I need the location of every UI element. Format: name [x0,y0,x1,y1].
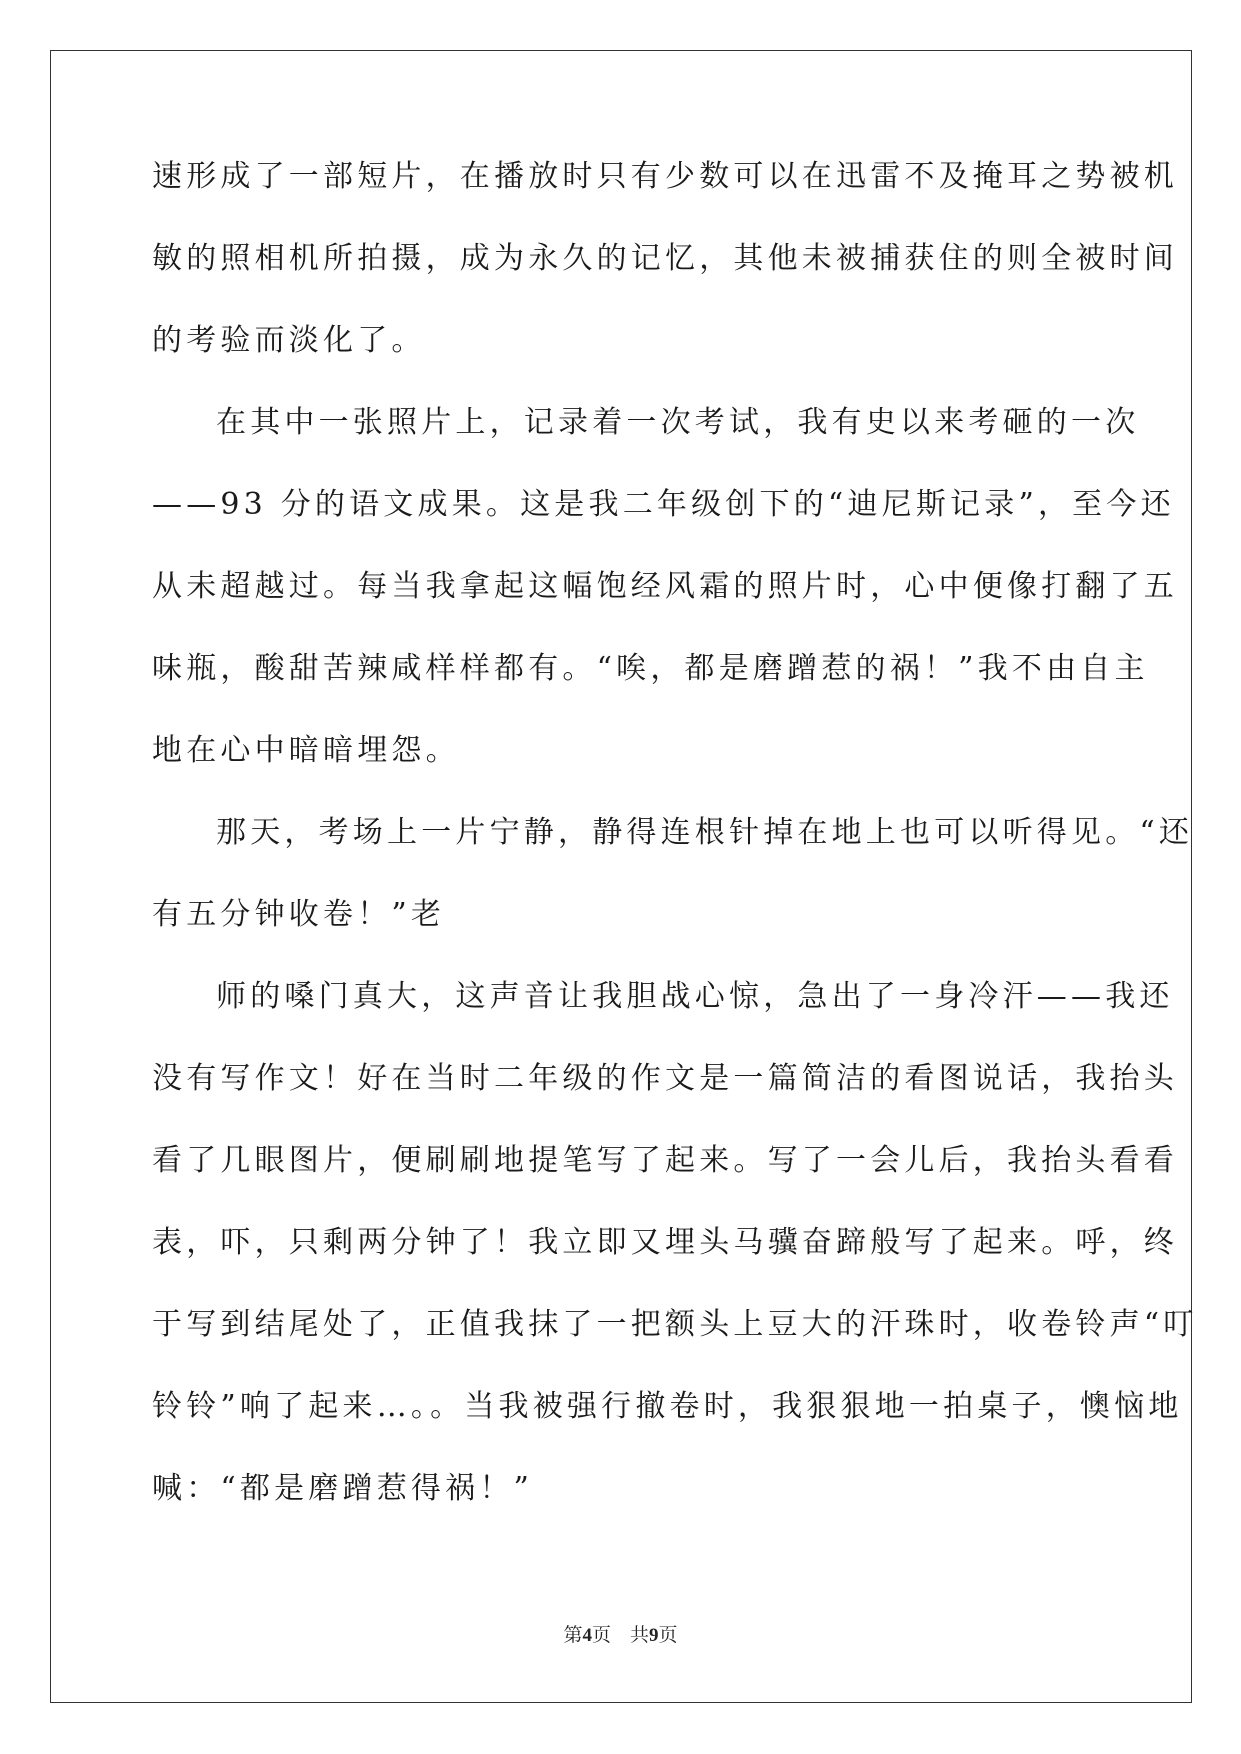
text-line: 喊：“都是磨蹭惹得祸！” [152,1471,534,1506]
text-line: 速形成了一部短片，在播放时只有少数可以在迅雷不及掩耳之势被机 [152,159,1178,194]
text-line: 没有写作文！好在当时二年级的作文是一篇简洁的看图说话，我抬头 [152,1061,1178,1096]
text-line: 那天，考场上一片宁静，静得连根针掉在地上也可以听得见。“还 [216,815,1194,850]
text-line: 地在心中暗暗埋怨。 [152,733,460,768]
text-line: 敏的照相机所拍摄，成为永久的记忆，其他未被捕获住的则全被时间 [152,241,1178,276]
text-line: ——93 分的语文成果。这是我二年级创下的“迪尼斯记录”，至今还 [152,487,1175,522]
text-line: 师的嗓门真大，这声音让我胆战心惊，急出了一身冷汗——我还 [216,979,1174,1014]
text-line: 铃铃”响了起来…。。当我被强行撤卷时，我狠狠地一拍桌子，懊恼地 [152,1389,1183,1424]
text-line: 于写到结尾处了，正值我抹了一把额头上豆大的汗珠时，收卷铃声“叮 [152,1307,1198,1342]
text-line: 在其中一张照片上，记录着一次考试，我有史以来考砸的一次 [216,405,1140,440]
text-line: 从未超越过。每当我拿起这幅饱经风霜的照片时，心中便像打翻了五 [152,569,1178,604]
page-footer [0,1620,1241,1647]
text-line: 的考验而淡化了。 [152,323,426,358]
document-body [152,159,1198,1554]
footer-suffix: 页 [658,1625,678,1646]
text-line: 看了几眼图片，便刷刷地提笔写了起来。写了一会儿后，我抬头看看 [152,1143,1178,1178]
total-pages-number: 9 [649,1625,659,1646]
footer-prefix: 第 [563,1625,583,1646]
footer-middle: 页 共 [591,1625,649,1646]
text-line: 表，吓，只剩两分钟了！我立即又埋头马骥奋蹄般写了起来。呼，终 [152,1225,1178,1260]
text-line: 味瓶，酸甜苦辣咸样样都有。“唉，都是磨蹭惹的祸！”我不由自主 [152,651,1149,686]
text-line: 有五分钟收卷！”老 [152,897,446,932]
current-page-number: 4 [582,1625,592,1646]
